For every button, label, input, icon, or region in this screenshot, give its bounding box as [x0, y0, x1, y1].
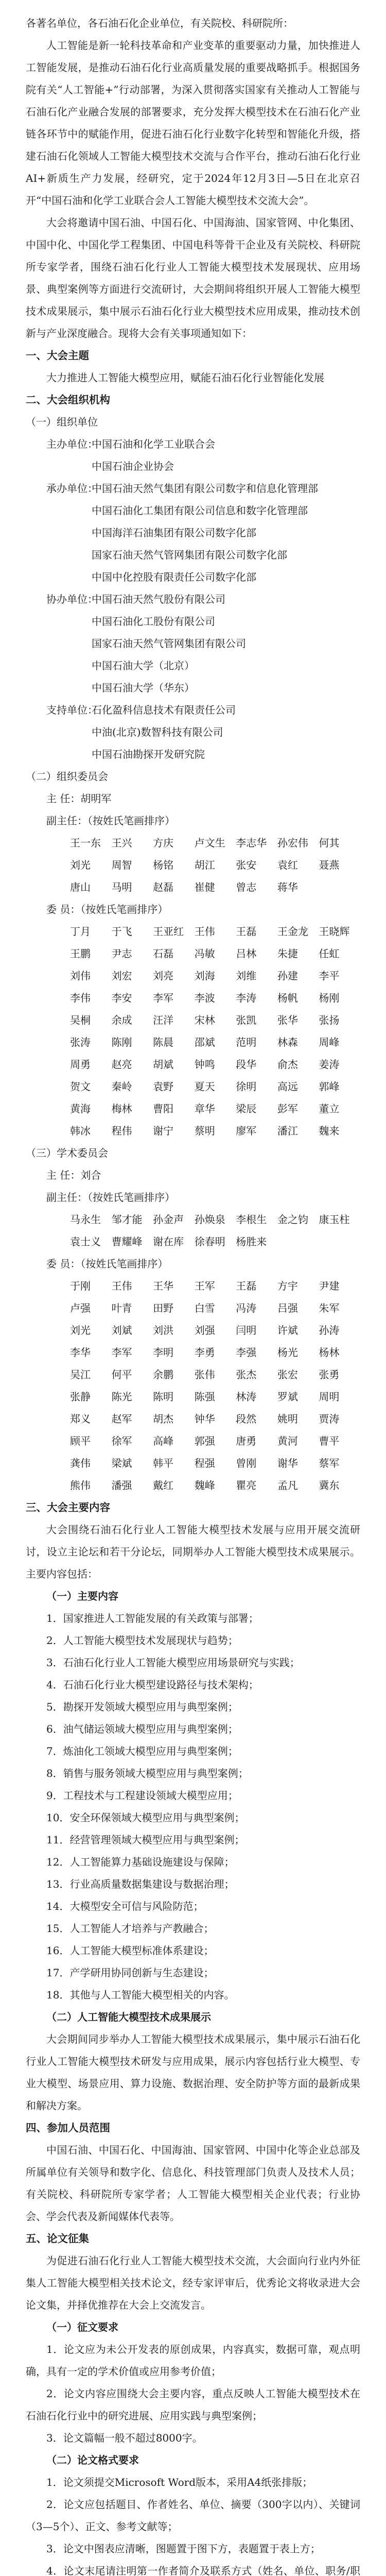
- person-name: 王一东: [70, 837, 101, 849]
- organizer-list: [26, 433, 360, 766]
- person-name: 陈强: [194, 1391, 215, 1403]
- person-name: 宋林: [194, 1014, 215, 1026]
- salutation: 各著名单位，各石油石化企业单位，有关院校、科研院所：: [26, 17, 293, 29]
- person-name: 李军: [111, 1346, 132, 1359]
- organizer-name: 中国石油大学（华东）: [92, 682, 195, 694]
- person-name: 马明: [111, 881, 132, 893]
- organizer-name: 中国石油勘探开发研究院: [92, 748, 205, 760]
- person-name: 高远: [277, 1080, 298, 1093]
- person-name: 吴桐: [70, 1014, 91, 1026]
- person-name: 范明: [236, 1036, 257, 1048]
- person-name: 孙金声: [153, 1213, 184, 1226]
- person-name: 王伟: [194, 925, 215, 938]
- person-name: 姚明: [277, 1413, 298, 1425]
- organizer-role: 承办单位：: [46, 482, 98, 495]
- person-name: 何平: [111, 1368, 132, 1381]
- person-name: 王亚红: [153, 925, 184, 938]
- organizer-role: 支持单位：: [46, 704, 98, 716]
- person-name: 刘洪: [153, 1324, 174, 1336]
- person-name: 蔡军: [319, 1457, 340, 1469]
- person-name: 钟鸣: [194, 1058, 215, 1071]
- person-name: 张涛: [70, 1036, 91, 1048]
- list-item: 1．国家推进人工智能发展的有关政策与部署；: [46, 1612, 259, 1624]
- person-name: 徐军: [111, 1435, 132, 1447]
- name-grid: [26, 832, 360, 899]
- person-name: 潘江: [277, 1125, 298, 1137]
- person-name: 李军: [153, 992, 174, 1004]
- list-item: 18．其他与人工智能大模型相关的内容。: [46, 1989, 235, 2001]
- organizer-role: 主办单位：: [46, 438, 98, 450]
- person-name: 曾刚: [236, 1457, 257, 1469]
- person-name: 黄海: [70, 1103, 91, 1115]
- list-item: 1．论文应为未公开发表的原创成果，内容真实，数据可靠，观点明确，具有一定的学术价值或应用参考价值；: [26, 2343, 360, 2378]
- content-list: [26, 1607, 360, 2006]
- person-name: 廖军: [236, 1125, 257, 1137]
- subsection-heading: （二）人工智能大模型技术成果展示: [46, 2011, 211, 2023]
- person-name: 王金龙: [277, 925, 308, 938]
- person-name: 瞿亮: [236, 1479, 257, 1492]
- list-item: 12．人工智能算力基础设施建设与保障；: [46, 1856, 235, 1868]
- person-name: 陈明: [153, 1391, 174, 1403]
- person-name: 冯敏: [194, 947, 215, 960]
- person-name: 于刚: [70, 1280, 91, 1292]
- person-name: 李明: [153, 1346, 174, 1359]
- person-name: 李勇: [194, 1346, 215, 1359]
- person-name: 孟凡: [277, 1479, 298, 1492]
- person-name: 张伟: [194, 1368, 215, 1381]
- person-name: 许斌: [277, 1324, 298, 1336]
- person-name: 赵军: [111, 1413, 132, 1425]
- list-item: 1．论文须提交Microsoft Word版本，采用A4纸张排版；: [46, 2476, 313, 2488]
- person-name: 黄河: [277, 1435, 298, 1447]
- organizer-name: 中国石油企业协会: [92, 460, 174, 472]
- organizer-name: 中油(北京)数智科技有限公司: [92, 726, 223, 738]
- acad-chair: 主 任：刘合: [46, 1169, 101, 1181]
- person-name: 徐明: [236, 1080, 257, 1093]
- person-name: 刘光: [70, 859, 91, 871]
- person-name: 袁士义: [70, 1235, 101, 1248]
- list-item: 3．石油石化行业人工智能大模型应用场景研究与实践；: [46, 1656, 300, 1669]
- person-name: 董立: [319, 1103, 340, 1115]
- person-name: 高峰: [153, 1435, 174, 1447]
- format-list: [26, 2471, 360, 2576]
- list-item: 15．人工智能人才培养与产教融合；: [46, 1922, 214, 1935]
- person-name: 聂燕: [319, 859, 340, 871]
- person-name: 胡江: [194, 859, 215, 871]
- list-item: 7．炼油化工领域大模型应用与典型案例；: [46, 1745, 238, 1757]
- person-name: 刘海: [194, 970, 215, 982]
- list-item: 10．安全环保领域大模型应用与典型案例；: [46, 1811, 245, 1824]
- person-name: 方庆: [153, 837, 174, 849]
- person-name: 石磊: [153, 947, 174, 960]
- person-name: 田野: [153, 1302, 174, 1314]
- list-item: 3．论文篇幅一般不超过8000字。: [46, 2432, 203, 2444]
- person-name: 闫明: [236, 1324, 257, 1336]
- person-name: 谢华: [277, 1457, 298, 1469]
- person-name: 张扬: [319, 1014, 340, 1026]
- person-name: 唐山: [70, 881, 91, 893]
- person-name: 李志华: [236, 837, 267, 849]
- person-name: 张静: [70, 1391, 91, 1403]
- person-name: 王磊: [236, 925, 257, 938]
- person-name: 段然: [236, 1413, 257, 1425]
- person-name: 王华: [153, 1280, 174, 1292]
- organizer-name: 中国石油天然气股份有限公司: [92, 593, 225, 605]
- intro-paragraph: 人工智能是新一轮科技革命和产业变革的重要驱动力量，加快推进人工智能发展，是推动石油石化行业高质量发展的重要战略抓手。根据国务院有关“人工智能+”行动部署，为深入贯彻落实国家有关推动人工智能与石油石化产业融合发展的部署要求，充分发挥大模型技术在石油石化产业链各环节中的赋能作用，促进石油石化行业数字化转型和智能化升级，搭建石油石化领域人工智能大模型技术交流与合作平台，推动石油石化行业AI+新质生产力发展，经研究，定于2024年12月3日—5日在北京召开“中国石油和化学工业联合会人工智能大模型技术交流大会”。: [26, 39, 360, 207]
- org-chair: 主 任：胡明军: [46, 792, 112, 805]
- organizer-name: 中国石油大学（北京）: [92, 659, 195, 672]
- person-name: 顾平: [70, 1435, 91, 1447]
- person-name: 蔡明: [194, 1125, 215, 1137]
- section-body: 大会围绕石油石化行业人工智能大模型技术发展与应用开展交流研讨，设立主论坛和若干分论坛，同期举办人工智能大模型技术成果展示。主要内容包括：: [26, 1523, 360, 1580]
- person-name: 刘光: [70, 1324, 91, 1336]
- person-name: 张安: [236, 859, 257, 871]
- person-name: 于飞: [111, 925, 132, 938]
- person-name: 白雪: [194, 1302, 215, 1314]
- person-name: 任虹: [319, 947, 340, 960]
- person-name: 孙宏伟: [277, 837, 308, 849]
- person-name: 赵磊: [153, 881, 174, 893]
- person-name: 卢文生: [194, 837, 225, 849]
- person-name: 汪洋: [153, 1014, 174, 1026]
- list-item: 5．勘探开发领域大模型应用与典型案例；: [46, 1701, 238, 1713]
- person-name: 蒋华: [277, 881, 298, 893]
- person-name: 贾涛: [319, 1413, 340, 1425]
- person-name: 李根生: [236, 1213, 267, 1226]
- list-item: 14．大模型安全可信与风险防范；: [46, 1900, 204, 1912]
- person-name: 朱捷: [277, 947, 298, 960]
- organizer-name: 中国海洋石油集团有限公司数字化部: [92, 527, 256, 539]
- org-member-label: 委 员：（按姓氏笔画排序）: [46, 903, 168, 916]
- person-name: 袁野: [153, 1080, 174, 1093]
- person-name: 杨刚: [319, 992, 340, 1004]
- person-name: 秦岭: [111, 1080, 132, 1093]
- person-name: 曹耀峰: [111, 1235, 143, 1248]
- person-name: 徐春明: [194, 1235, 225, 1248]
- subsection-heading: （二）论文格式要求: [46, 2454, 139, 2466]
- subsection-heading: （一）主要内容: [46, 1590, 118, 1602]
- person-name: 曾志: [236, 881, 257, 893]
- person-name: 潘强: [111, 1479, 132, 1492]
- section-body: 大会期间同步举办人工智能大模型技术成果展示，集中展示石油石化行业人工智能大模型技术研发与应用成果，展示内容包括行业大模型、专业大模型、场景应用、算力设施、数据治理、安全防护等方面的最新成果和解决方案。: [26, 2033, 360, 2112]
- organizer-names: [92, 433, 360, 478]
- organizer-name: 中国石油化工股份有限公司: [92, 615, 215, 628]
- person-name: 韩平: [153, 1457, 174, 1469]
- person-name: 王晓辉: [319, 925, 350, 938]
- person-name: 尹志: [111, 947, 132, 960]
- list-item: 2．人工智能大模型技术发展现状与趋势；: [46, 1634, 238, 1647]
- person-name: 贺文: [70, 1080, 91, 1093]
- person-name: 尹建: [319, 1280, 340, 1292]
- person-name: 俞杰: [277, 1058, 298, 1071]
- subsection-heading: （三）学术委员会: [26, 1147, 108, 1159]
- person-name: 周峰: [319, 1036, 340, 1048]
- person-name: 周勇: [70, 1058, 91, 1071]
- list-item: 3．论文中图表应清晰，图题置于图下方，表题置于表上方；: [46, 2543, 321, 2555]
- organizer-name: 中国石油和化学工业联合会: [92, 438, 215, 450]
- person-name: 张凯: [236, 1014, 257, 1026]
- person-name: 熊伟: [70, 1479, 91, 1492]
- person-name: 唐勇: [236, 1435, 257, 1447]
- person-name: 周明: [319, 1391, 340, 1403]
- acad-vice-label: 副主任：（按姓氏笔画排序）: [46, 1191, 175, 1204]
- person-name: 胡斌: [153, 1058, 174, 1071]
- person-name: 刘宏: [111, 970, 132, 982]
- person-name: 陈刚: [111, 1036, 132, 1048]
- list-item: 11．经营管理领域大模型应用与典型案例；: [46, 1834, 245, 1846]
- person-name: 王磊: [236, 1280, 257, 1292]
- person-name: 康玉柱: [319, 1213, 350, 1226]
- list-item: 4．论文末尾请注明第一作者简介及联系方式（姓名、单位、职务/职: [46, 2565, 360, 2576]
- organizer-name: 中国石油天然气集团有限公司数字和信息化管理部: [92, 482, 318, 495]
- person-name: 王鹏: [70, 947, 91, 960]
- person-name: 曹阳: [153, 1103, 174, 1115]
- organizer-row: [26, 478, 360, 588]
- person-name: 邵斌: [194, 1036, 215, 1048]
- list-item: 2．论文应包括题目、作者姓名、单位、摘要（300字以内）、关键词（3—5个）、正文、参考文献等；: [26, 2498, 360, 2533]
- organizer-name: 中国中化控股有限责任公司数字化部: [92, 571, 256, 583]
- requirement-list: [26, 2338, 360, 2449]
- person-name: 崔健: [194, 881, 215, 893]
- person-name: 刘维: [236, 970, 257, 982]
- person-name: 李平: [319, 970, 340, 982]
- subsection-heading: （一）征文要求: [46, 2321, 118, 2333]
- list-item: 2．论文内容应围绕大会主要内容，重点反映人工智能大模型技术在石油石化行业中的研究进展、应用实践与典型案例；: [26, 2387, 360, 2422]
- person-name: 章华: [194, 1103, 215, 1115]
- person-name: 冀东: [319, 1479, 340, 1492]
- organizer-row: [26, 433, 360, 478]
- organizer-name: 国家石油天然气管网集团有限公司数字化部: [92, 549, 287, 561]
- person-name: 罗斌: [277, 1391, 298, 1403]
- person-name: 李伟: [70, 992, 91, 1004]
- organizer-row: [26, 699, 360, 766]
- acad-member-label: 委 员：（按姓氏笔画排序）: [46, 1258, 168, 1270]
- organizer-name: 国家石油天然气管网集团有限公司: [92, 637, 246, 650]
- person-name: 魏来: [319, 1125, 340, 1137]
- person-name: 周智: [111, 859, 132, 871]
- person-name: 丁月: [70, 925, 91, 938]
- person-name: 刘亮: [153, 970, 174, 982]
- person-name: 梁斌: [111, 1457, 132, 1469]
- person-name: 余鹏: [153, 1368, 174, 1381]
- person-name: 梁辰: [236, 1103, 257, 1115]
- person-name: 陈光: [111, 1391, 132, 1403]
- person-name: 程强: [194, 1457, 215, 1469]
- person-name: 方宇: [277, 1280, 298, 1292]
- person-name: 张华: [277, 1014, 298, 1026]
- person-name: 胡杰: [153, 1413, 174, 1425]
- person-name: 张勇: [319, 1368, 340, 1381]
- person-name: 李波: [194, 992, 215, 1004]
- section-body: 大力推进人工智能大模型应用，赋能石油石化行业智能化发展: [46, 371, 324, 384]
- person-name: 朱军: [319, 1302, 340, 1314]
- organizer-names: [92, 699, 360, 766]
- section-heading: 四、参加人员范围: [26, 2122, 110, 2134]
- subsection-heading: （一）组织单位: [26, 416, 98, 428]
- person-name: 王伟: [111, 1280, 132, 1292]
- person-name: 曹平: [319, 1435, 340, 1447]
- person-name: 张杰: [236, 1368, 257, 1381]
- person-name: 陈晨: [153, 1036, 174, 1048]
- person-name: 杨帆: [277, 992, 298, 1004]
- list-item: 13．行业高质量数据集建设与数据治理；: [46, 1878, 235, 1890]
- list-item: 8．销售与服务领域大模型应用与典型案例；: [46, 1767, 249, 1780]
- person-name: 邹才能: [111, 1213, 143, 1226]
- person-name: 段华: [236, 1058, 257, 1071]
- organizer-row: [26, 588, 360, 699]
- subsection-heading: （二）组织委员会: [26, 770, 108, 783]
- person-name: 刘伟: [70, 970, 91, 982]
- person-name: 何其: [319, 837, 340, 849]
- person-name: 杨林: [319, 1346, 340, 1359]
- organizer-name: 石化盈科信息技术有限责任公司: [92, 704, 236, 716]
- person-name: 冯涛: [236, 1302, 257, 1314]
- name-grid: [26, 1209, 360, 1253]
- person-name: 孙建: [277, 970, 298, 982]
- organizer-names: [92, 478, 360, 588]
- name-grid: [26, 1275, 360, 1497]
- list-item: 9．工程技术与工程建设领域大模型应用；: [46, 1789, 238, 1802]
- section-heading: 二、大会组织机构: [26, 394, 110, 406]
- person-name: 杨铭: [153, 859, 174, 871]
- person-name: 吕林: [236, 947, 257, 960]
- person-name: 李安: [111, 992, 132, 1004]
- person-name: 李涛: [236, 992, 257, 1004]
- person-name: 谢宁: [153, 1125, 174, 1137]
- person-name: 戴红: [153, 1479, 174, 1492]
- person-name: 杨胜来: [236, 1235, 267, 1248]
- list-item: 16．人工智能大模型标准体系建设；: [46, 1944, 214, 1957]
- person-name: 李华: [70, 1346, 91, 1359]
- person-name: 魏峰: [194, 1479, 215, 1492]
- person-name: 钟华: [194, 1413, 215, 1425]
- section-heading: 三、大会主要内容: [26, 1501, 110, 1514]
- person-name: 李强: [236, 1346, 257, 1359]
- person-name: 王军: [194, 1280, 215, 1292]
- person-name: 林森: [277, 1036, 298, 1048]
- person-name: 卢强: [70, 1302, 91, 1314]
- section-body: 中国石油、中国石化、中国海油、国家管网、中国中化等企业总部及所属单位有关领导和数字化、信息化、科技管理部门负责人及技术人员；有关院校、科研院所专家学者；人工智能大模型相关企业代表；行业协会、学会代表及新闻媒体代表等。: [26, 2144, 360, 2223]
- section-body: 为促进石油石化行业人工智能大模型技术交流，大会面向行业内外征集人工智能大模型相关技术论文，经专家评审后，优秀论文将收录进大会论文集，并择优推荐在大会上交流发言。: [26, 2255, 360, 2311]
- person-name: 刘斌: [111, 1324, 132, 1336]
- person-name: 赵亮: [111, 1058, 132, 1071]
- person-name: 彭军: [277, 1103, 298, 1115]
- person-name: 林涛: [236, 1391, 257, 1403]
- person-name: 杨光: [277, 1346, 298, 1359]
- organizer-role: 协办单位：: [46, 593, 98, 605]
- person-name: 吴江: [70, 1368, 91, 1381]
- organizer-names: [92, 588, 360, 699]
- person-name: 吕强: [277, 1302, 298, 1314]
- person-name: 刘强: [194, 1324, 215, 1336]
- person-name: 梅林: [111, 1103, 132, 1115]
- organizer-name: 中国石油化工集团有限公司信息和数字化管理部: [92, 504, 308, 517]
- section-heading: 五、论文征集: [26, 2232, 89, 2245]
- person-name: 孙涛: [319, 1324, 340, 1336]
- person-name: 马永生: [70, 1213, 101, 1226]
- list-item: 17．产学研用协同创新与生态建设；: [46, 1967, 214, 1979]
- person-name: 郭峰: [319, 1080, 340, 1093]
- person-name: 叶青: [111, 1302, 132, 1314]
- person-name: 程伟: [111, 1125, 132, 1137]
- list-item: 6．油气储运领域大模型应用与典型案例；: [46, 1723, 238, 1735]
- person-name: 孙焕泉: [194, 1213, 225, 1226]
- person-name: 姜涛: [319, 1058, 340, 1071]
- person-name: 袁红: [277, 859, 298, 871]
- name-grid: [26, 921, 360, 1142]
- person-name: 余成: [111, 1014, 132, 1026]
- person-name: 夏天: [194, 1080, 215, 1093]
- person-name: 张宏: [277, 1368, 298, 1381]
- section-heading: 一、大会主题: [26, 349, 89, 362]
- person-name: 郭强: [194, 1435, 215, 1447]
- person-name: 谢在库: [153, 1235, 184, 1248]
- intro-paragraph: 大会将邀请中国石油、中国石化、中国海油、国家管网、中化集团、中国中化、中国化学工程集团、中国电科等骨干企业及有关院校、科研院所专家学者，围绕石油石化行业人工智能大模型技术发展现状、应用场景、典型案例等方面进行交流研讨，大会期间将组织开展人工智能大模型技术成果展示，集中展示石油石化行业大模型技术应用成果，推动技术创新与产业深度融合。现将大会有关事项通知如下：: [26, 216, 360, 340]
- list-item: 4．石油石化行业大模型建设路径与技术架构；: [46, 1679, 259, 1691]
- person-name: 王兴: [111, 837, 132, 849]
- person-name: 韩冰: [70, 1125, 91, 1137]
- person-name: 郑义: [70, 1413, 91, 1425]
- person-name: 龚伟: [70, 1457, 91, 1469]
- org-vice-label: 副主任：（按姓氏笔画排序）: [46, 815, 175, 827]
- person-name: 金之钧: [277, 1213, 308, 1226]
